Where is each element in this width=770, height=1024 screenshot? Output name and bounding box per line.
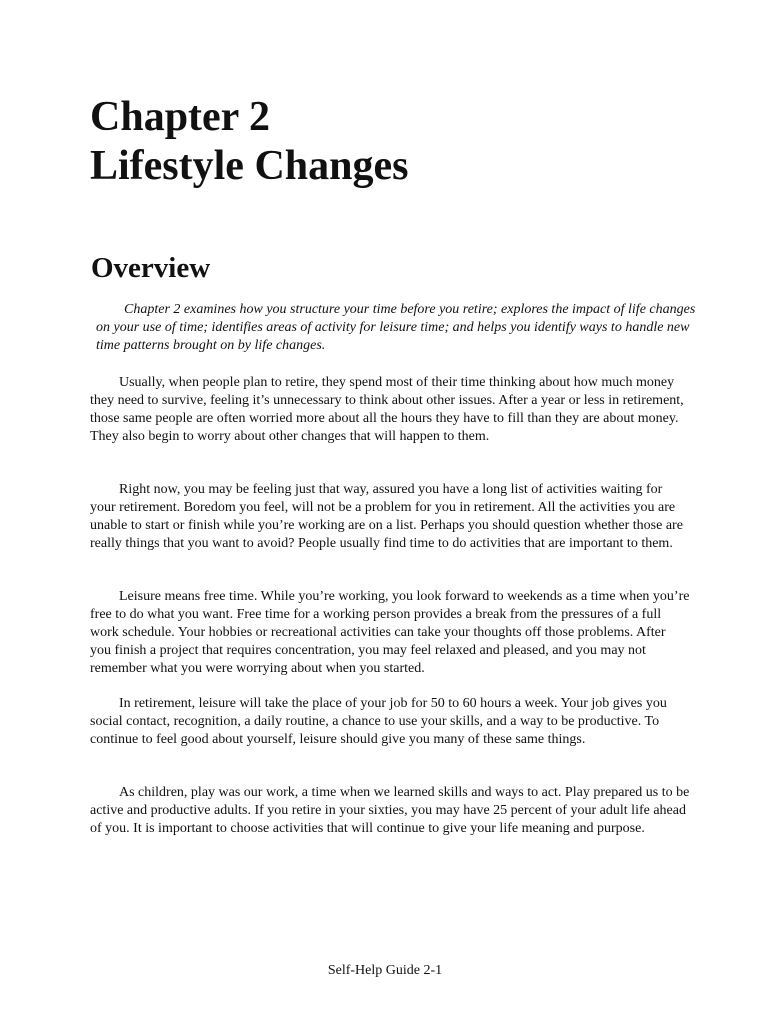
overview-summary: Chapter 2 examines how you structure your time before you retire; explores the impact of life changes on your use of time; identifies areas of activity for leisure time; and helps you identify ways to handle new time patterns brought on by life changes. bbox=[96, 302, 696, 353]
body-paragraph: Right now, you may be feeling just that way, assured you have a long list of activities waiting for your retirement. Boredom you feel, will not be a problem for you in retirement. All the activities you are unable to start or finish while you’re working are on a list. Perhaps you should question whether those are really things that you want to avoid? People usually find time to do activities that are important to them. bbox=[90, 482, 683, 551]
chapter-title bbox=[90, 93, 690, 191]
chapter-number: Chapter 2 bbox=[90, 94, 271, 140]
body-paragraph: In retirement, leisure will take the place of your job for 50 to 60 hours a week. Your job gives you social contact, recognition, a daily routine, a chance to use your skills, and a way to be productive. To continue to feel good about yourself, leisure should give you many of these same things. bbox=[90, 696, 667, 747]
page-footer: Self-Help Guide 2-1 bbox=[327, 963, 443, 978]
body-paragraph: As children, play was our work, a time when we learned skills and ways to act. Play prepared us to be active and productive adults. If you retire in your sixties, you may have 25 percent of your adult life ahead of you. It is important to choose activities that will continue to give your life meaning and purpose. bbox=[90, 785, 690, 836]
chapter-name: Lifestyle Changes bbox=[90, 143, 409, 189]
section-heading-overview: Overview bbox=[91, 252, 211, 284]
body-paragraph: Leisure means free time. While you’re working, you look forward to weekends as a time when you’re free to do what you want. Free time for a working person provides a break from the pressures of a full work schedule. Your hobbies or recreational activities can take your thoughts off those problems. After you finish a project that requires concentration, you may feel relaxed and pleased, and you may not remember what you were worrying about when you started. bbox=[90, 589, 690, 676]
body-paragraph: Usually, when people plan to retire, they spend most of their time thinking about how much money they need to survive, feeling it’s unnecessary to think about other issues. After a year or less in retirement, those same people are often worried more about all the hours they have to fill than they are about money. They also begin to worry about other changes that will happen to them. bbox=[90, 375, 684, 444]
